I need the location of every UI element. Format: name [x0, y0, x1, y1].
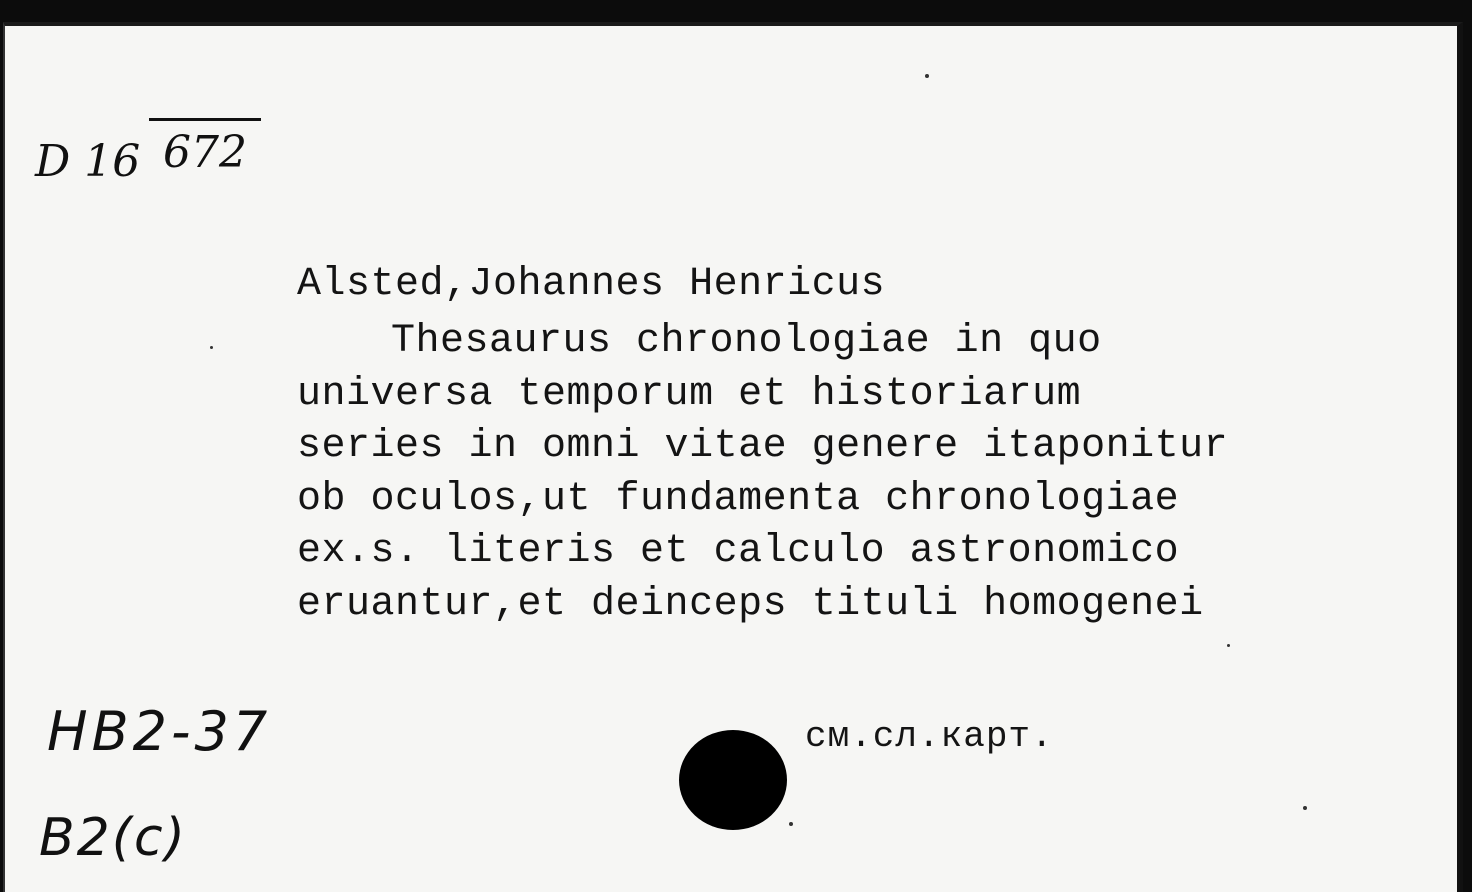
handwritten-code-2: В2(с)	[39, 808, 187, 868]
shelfmark-prefix: D 16	[35, 136, 141, 187]
shelfmark-number: 672	[149, 118, 261, 178]
speck	[789, 822, 793, 826]
handwritten-code-1: НВ2-37	[47, 700, 272, 763]
title-line: eruantur,et deinceps tituli homogenei	[297, 581, 1204, 627]
author-name: Alsted,Johannes Henricus	[297, 262, 886, 307]
speck	[1227, 644, 1230, 647]
title-line: ob oculos,ut fundamenta chronologiae	[297, 476, 1180, 522]
title-line: universa temporum et historiarum	[297, 371, 1082, 417]
catalog-card	[3, 22, 1463, 892]
speck	[210, 346, 213, 349]
punch-hole	[679, 730, 787, 830]
title-text	[297, 316, 1228, 631]
speck	[1303, 806, 1307, 810]
speck	[925, 74, 929, 78]
title-line: Thesaurus chronologiae in quo	[391, 319, 1102, 364]
title-line: ex.s. literis et calculo astronomico	[297, 529, 1180, 574]
cross-reference-note: см.сл.карт.	[805, 716, 1054, 757]
title-line: series in omni vitae genere itaponitur	[297, 424, 1229, 469]
